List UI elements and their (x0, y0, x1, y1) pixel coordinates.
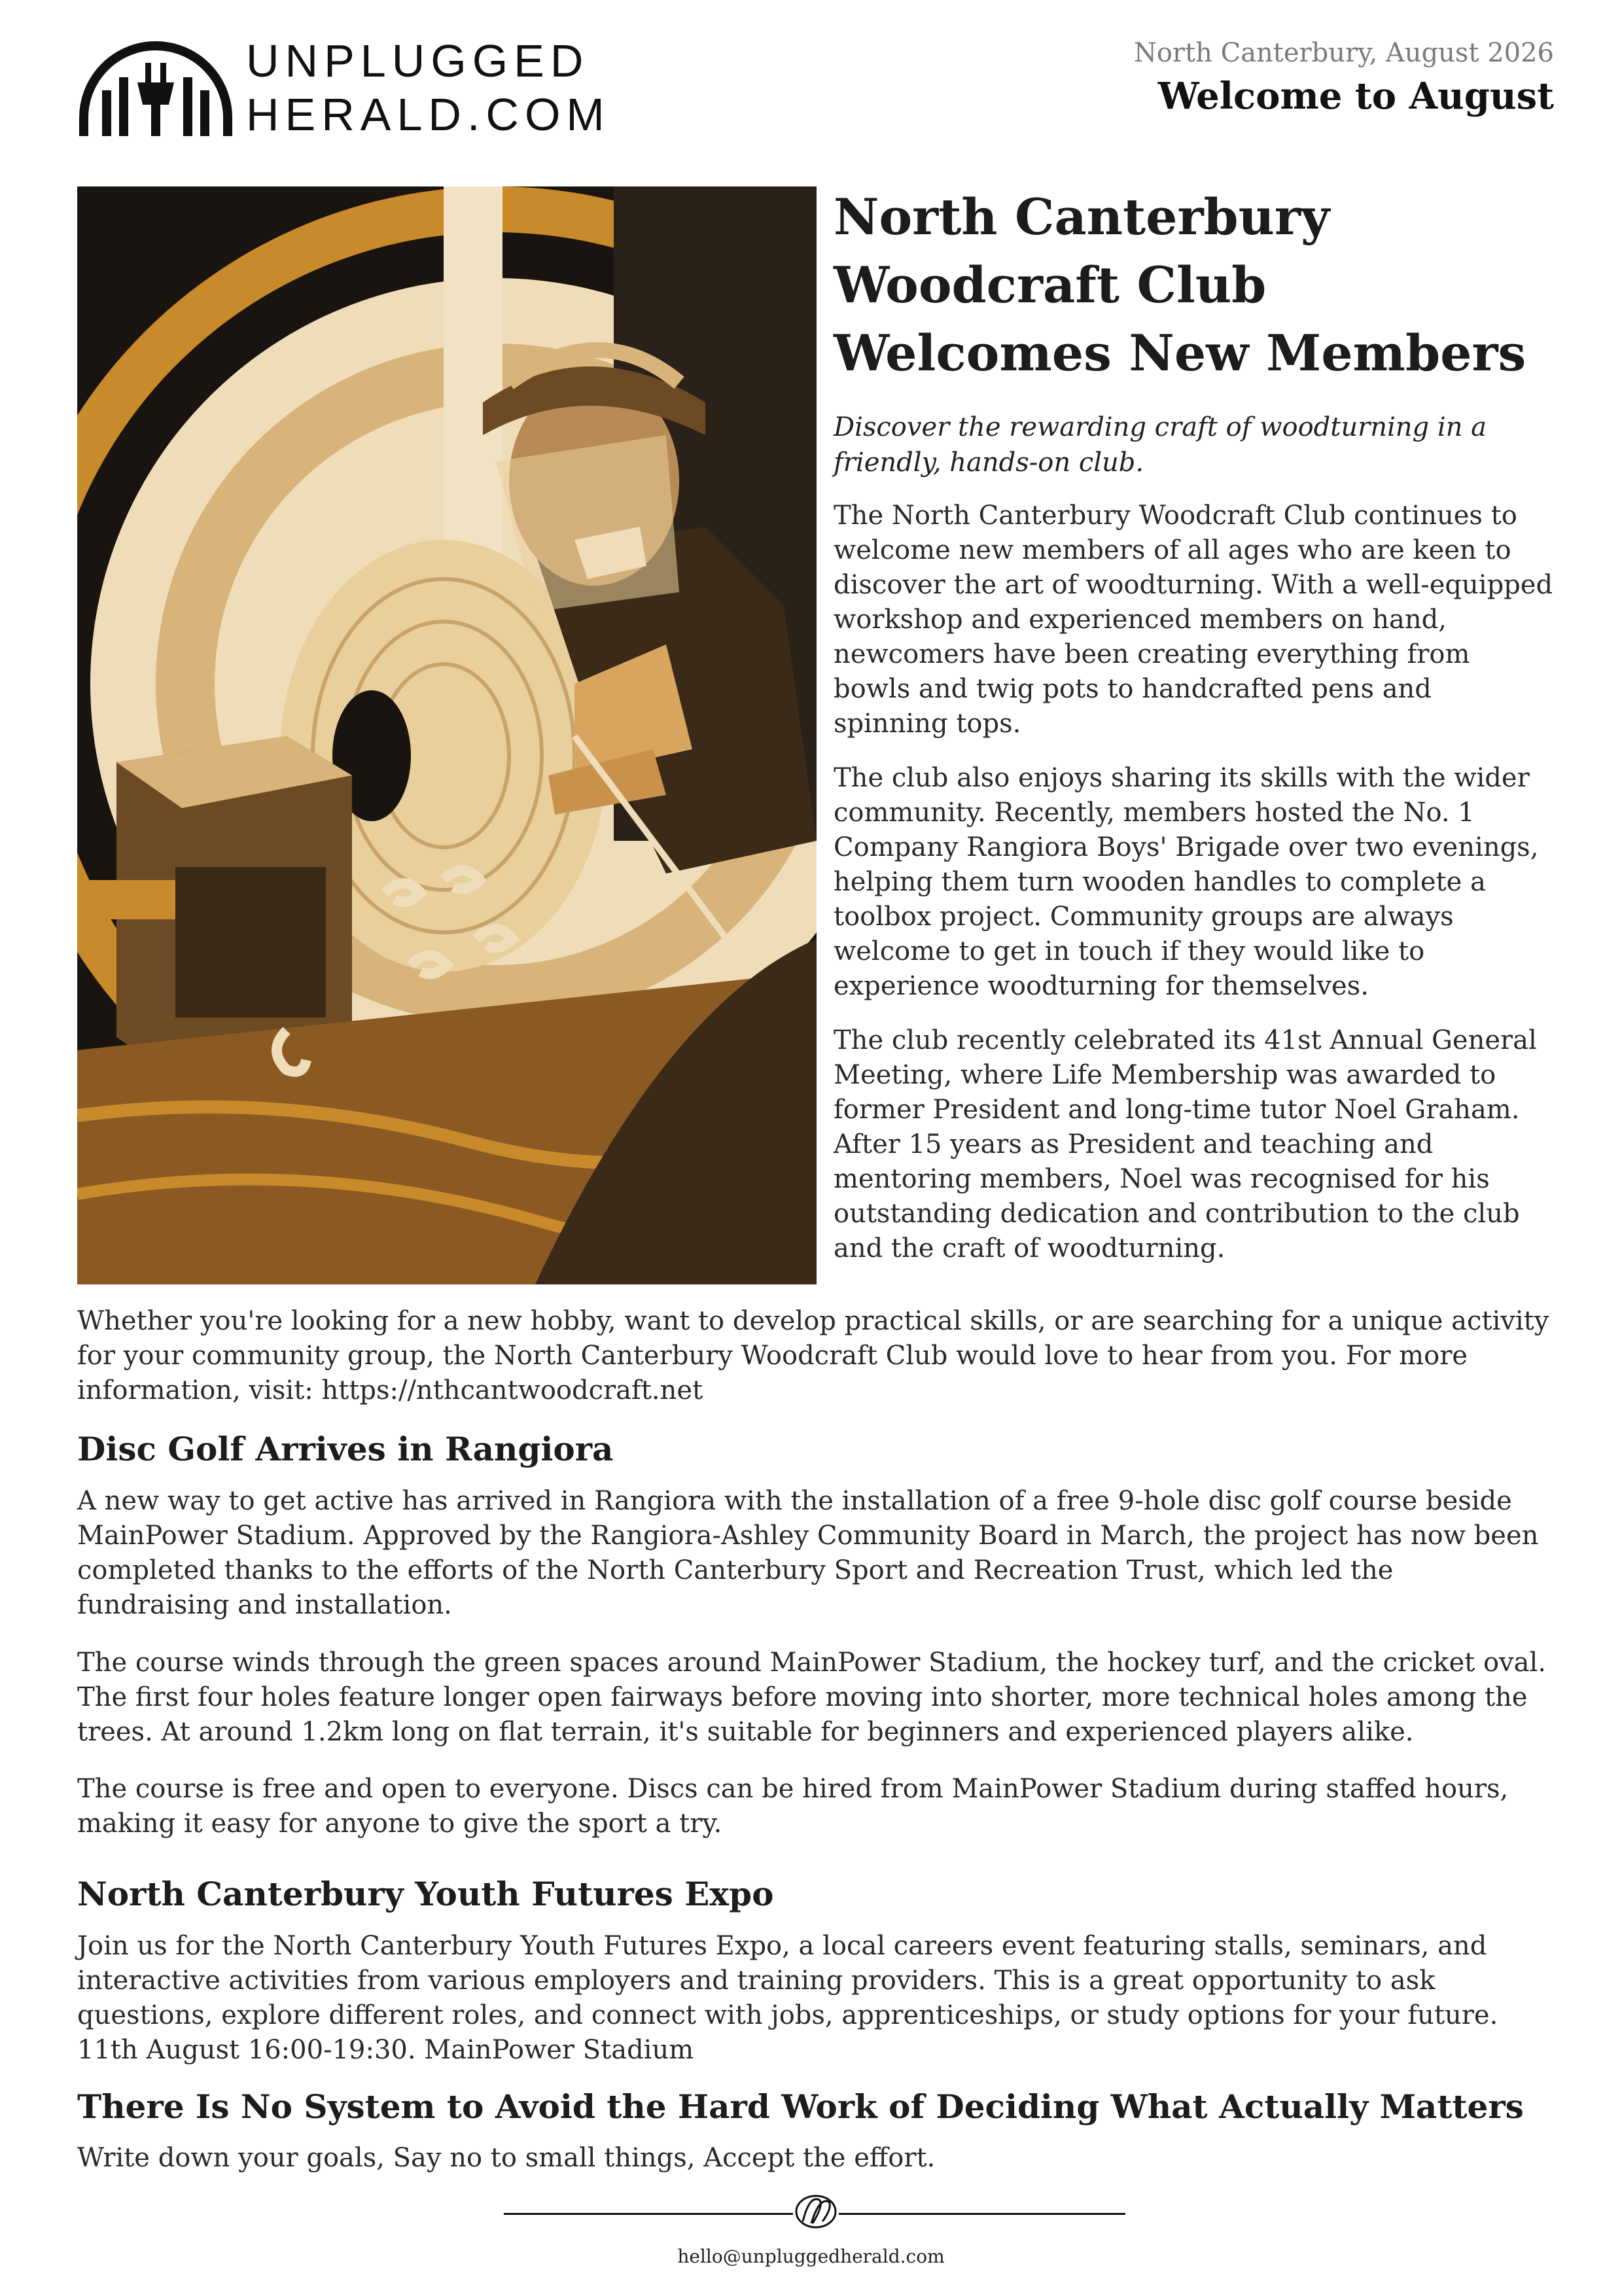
youth-expo-paragraph: Join us for the North Canterbury Youth Futures Expo, a local careers event featuring stalls, seminars, and interactive activities from various employers and training providers. This is a great opportunity to ask questions, explore different roles, and connect with jobs, apprenticeships, or study options for your future. 11th August 16:00-19:30. MainPower Stadium (77, 1931, 1498, 2065)
disc-golf-paragraph-2: The course winds through the green spaces around MainPower Stadium, the hockey turf, and the cricket oval. The first four holes feature longer open fairways before moving into shorter, more technical holes among the trees. At around 1.2km long on flat terrain, it's suitable for beginners and experienced players alike. (77, 1648, 1546, 1747)
woodcraft-article-deck: Discover the rewarding craft of woodturning in a friendly, hands-on club. (834, 412, 1487, 478)
woodcraft-paragraph-2: The club also enjoys sharing its skills with the wider community. Recently, members hosted the No. 1 Company Rangiora Boys' Brigade over two evenings, helping them turn wooden handles to complete a toolbox project. Community groups are always welcome to get in touch if they would like to experience woodturning for themselves. (834, 763, 1539, 1001)
woodcraft-closing-paragraph: Whether you're looking for a new hobby, want to develop practical skills, or are searching for a unique activity for your community group, the North Canterbury Woodcraft Club would love to hear from you. For more information, visit: https://nthcantwoodcraft.net (77, 1306, 1549, 1405)
no-system-paragraph: Write down your goals, Say no to small things, Accept the effort. (77, 2143, 936, 2173)
issue-title: Welcome to August (1157, 75, 1554, 118)
masthead (77, 34, 666, 145)
knot-icon (793, 2192, 839, 2231)
contact-email-link[interactable]: hello@unpluggedherald.com (677, 2246, 945, 2267)
woodturner-illustration (77, 186, 817, 1284)
woodcraft-article (834, 183, 1553, 1286)
disc-golf-paragraph-1: A new way to get active has arrived in Rangiora with the installation of a free 9-hole disc golf course beside MainPower Stadium. Approved by the Rangiora-Ashley Community Board in March, the project has now been completed thanks to the efforts of the North Canterbury Sport and Recreation Trust, which led the fundraising and installation. (77, 1486, 1539, 1620)
brand-line-1: UNPLUGGED (246, 35, 590, 86)
dateline: North Canterbury, August 2026 (1133, 38, 1554, 68)
woodcraft-article-title: North Canterbury Woodcraft Club Welcomes New Members (834, 188, 1526, 382)
brand-wordmark[interactable] (246, 34, 610, 141)
youth-expo-heading: North Canterbury Youth Futures Expo (77, 1875, 774, 1913)
plug-logo-icon (77, 39, 234, 137)
woodcraft-paragraph-1: The North Canterbury Woodcraft Club continues to welcome new members of all ages who are keen to discover the art of woodturning. With a well-equipped workshop and experienced members on hand, newcomers have been creating everything from bowls and twig pots to handcrafted pens and spinning tops. (834, 501, 1553, 739)
disc-golf-heading: Disc Golf Arrives in Rangiora (77, 1430, 614, 1468)
disc-golf-paragraph-3: The course is free and open to everyone. Discs can be hired from MainPower Stadium during staffed hours, making it easy for anyone to give the sport a try. (77, 1774, 1509, 1839)
woodcraft-paragraph-3: The club recently celebrated its 41st Annual General Meeting, where Life Membership was awarded to former President and long-time tutor Noel Graham. After 15 years as President and teaching and mentoring members, Noel was recognised for his outstanding dedication and contribution to the club and the craft of woodturning. (834, 1025, 1537, 1263)
brand-line-2: HERALD.COM (246, 89, 610, 140)
no-system-heading: There Is No System to Avoid the Hard Work of Deciding What Actually Matters (77, 2087, 1524, 2126)
